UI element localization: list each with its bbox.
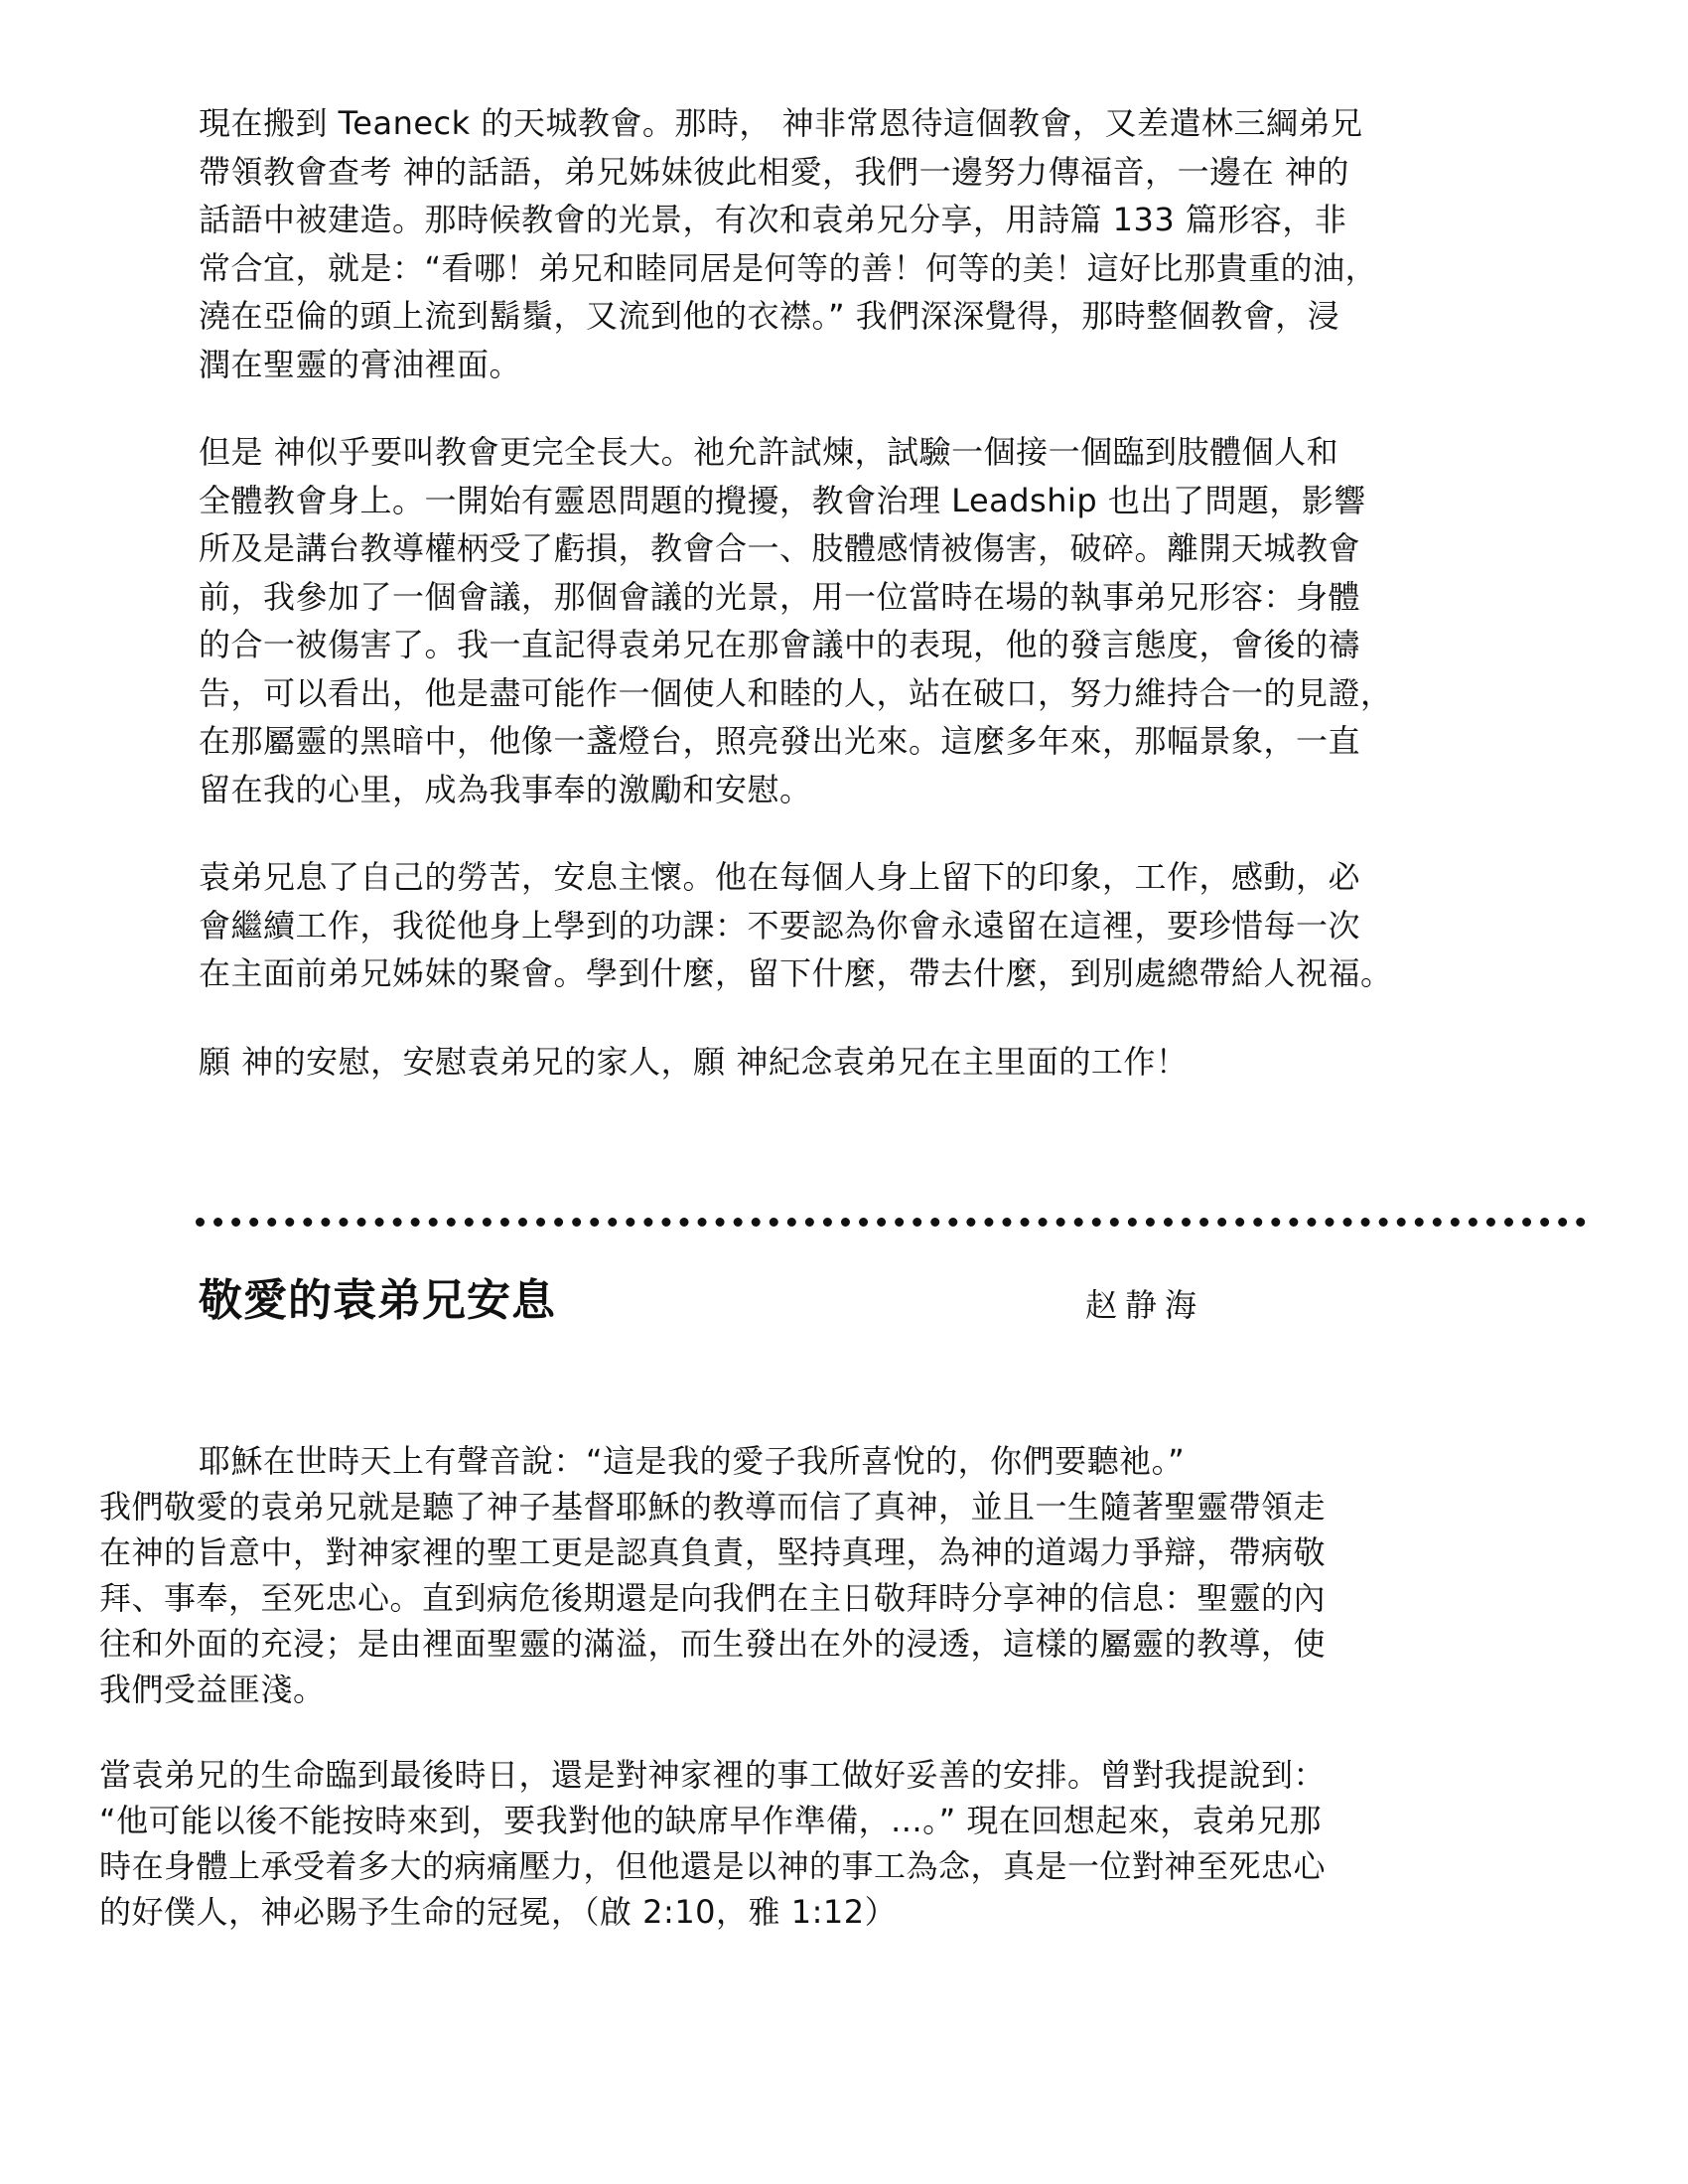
text-line: 潤在聖靈的膏油裡面。 bbox=[199, 345, 522, 383]
tribute-section-one bbox=[199, 99, 1599, 1125]
text-line: 常合宜，就是：“看哪！弟兄和睦同居是何等的善！何等的美！這好比那貴重的油， bbox=[199, 248, 1378, 287]
text-line: 前，我參加了一個會議，那個會議的光景，用一位當時在場的執事弟兄形容：身體 bbox=[199, 577, 1361, 616]
text-line: 拜、事奉，至死忠心。直到病危後期還是向我們在主日敬拜時分享神的信息：聖靈的內 bbox=[99, 1579, 1327, 1617]
text-line: “他可能以後不能按時來到，要我對他的缺席早作準備，...。” 現在回想起來，袁弟兄那 bbox=[99, 1802, 1322, 1839]
text-line: 現在搬到 Teaneck 的天城教會。那時， 神非常恩待這個教會，又差遣林三綱弟兄 bbox=[199, 104, 1363, 142]
text-line: 在那屬靈的黑暗中，他像一盞燈台，照亮發出光來。這麼多年來，那幅景象，一直 bbox=[199, 722, 1361, 760]
article-title: 敬愛的袁弟兄安息 bbox=[199, 1275, 556, 1326]
text-line: 全體教會身上。一開始有靈恩問題的攪擾，教會治理 Leadship 也出了問題，影響 bbox=[199, 481, 1366, 519]
text-line: 的合一被傷害了。我一直記得袁弟兄在那會議中的表現，他的發言態度，會後的禱 bbox=[199, 626, 1361, 663]
text-line: 話語中被建造。那時候教會的光景，有次和袁弟兄分享，用詩篇 133 篇形容，非 bbox=[199, 201, 1347, 238]
text-line: 我們敬愛的袁弟兄就是聽了神子基督耶穌的教導而信了真神，並且一生隨著聖靈帶領走 bbox=[99, 1488, 1327, 1526]
text-line: 在主面前弟兄姊妹的聚會。學到什麼，留下什麼，帶去什麼，到別處總帶給人祝福。 bbox=[199, 954, 1393, 992]
text-line: 的好僕人，神必賜予生命的冠冕，（啟 2:10，雅 1:12） bbox=[99, 1893, 898, 1931]
text-line: 當袁弟兄的生命臨到最後時日，還是對神家裡的事工做好妥善的安排。曾對我提說到： bbox=[99, 1756, 1327, 1794]
paragraph-trials bbox=[199, 428, 1599, 813]
tribute-section-two bbox=[99, 1438, 1609, 1974]
paragraph-blessing bbox=[199, 1038, 1599, 1087]
text-line: 願 神的安慰，安慰袁弟兄的家人，願 神紀念袁弟兄在主里面的工作！ bbox=[199, 1042, 1189, 1081]
dotted-divider bbox=[196, 1218, 1586, 1227]
text-line: 我們受益匪淺。 bbox=[99, 1671, 326, 1708]
text-line: 袁弟兄息了自己的勞苦，安息主懷。他在每個人身上留下的印象，工作，感動，必 bbox=[199, 858, 1361, 896]
text-line: 告，可以看出，他是盡可能作一個使人和睦的人，站在破口，努力維持合一的見證， bbox=[199, 673, 1393, 712]
text-line: 澆在亞倫的頭上流到鬍鬚，又流到他的衣襟。” 我們深深覺得，那時整個教會，浸 bbox=[199, 297, 1340, 335]
text-line: 會繼續工作，我從他身上學到的功課：不要認為你會永遠留在這裡，要珍惜每一次 bbox=[199, 906, 1361, 945]
text-line: 帶領教會查考 神的話語，弟兄姊妹彼此相愛，我們一邊努力傳福音，一邊在 神的 bbox=[199, 152, 1349, 191]
text-line: 耶穌在世時天上有聲音說：“這是我的愛子我所喜悅的，你們要聽祂。” bbox=[199, 1442, 1186, 1480]
paragraph-lessons bbox=[199, 853, 1599, 998]
text-line: 時在身體上承受着多大的病痛壓力，但他還是以神的事工為念，真是一位對神至死忠心 bbox=[99, 1847, 1327, 1885]
text-line: 所及是講台教導權柄受了虧損，教會合一、肢體感情被傷害，破碎。離開天城教會 bbox=[199, 529, 1361, 567]
paragraph-last-days bbox=[99, 1752, 1609, 1935]
article-author: 赵静海 bbox=[1085, 1286, 1205, 1324]
paragraph-faith bbox=[99, 1438, 1609, 1712]
text-line: 在神的旨意中，對神家裡的聖工更是認真負責，堅持真理，為神的道竭力爭辯，帶病敬 bbox=[99, 1533, 1327, 1571]
paragraph-teaneck-church bbox=[199, 99, 1599, 388]
text-line: 往和外面的充浸；是由裡面聖靈的滿溢，而生發出在外的浸透，這樣的屬靈的教導，使 bbox=[99, 1625, 1327, 1663]
text-line: 留在我的心里，成為我事奉的激勵和安慰。 bbox=[199, 770, 812, 808]
text-line: 但是 神似乎要叫教會更完全長大。祂允許試煉，試驗一個接一個臨到肢體個人和 bbox=[199, 433, 1339, 471]
